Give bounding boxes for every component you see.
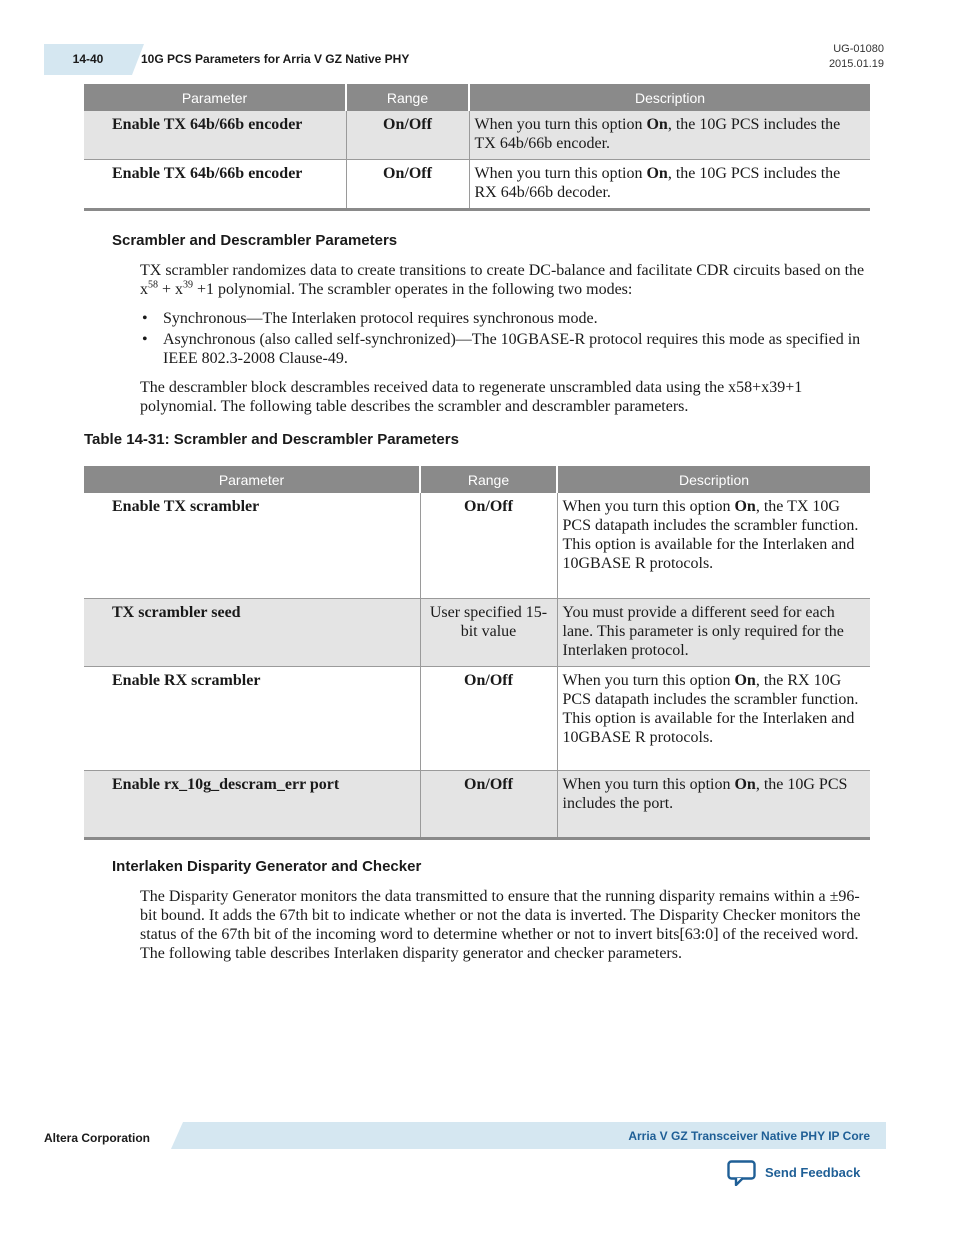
table-row bbox=[84, 493, 870, 598]
parameter-description: When you turn this option On, the 10G PCS includes the port. bbox=[557, 770, 870, 838]
parameter-range: On/Off bbox=[346, 111, 469, 160]
scrambler-modes-list bbox=[140, 309, 872, 370]
section-heading-disparity: Interlaken Disparity Generator and Checker bbox=[112, 858, 422, 875]
table-row bbox=[84, 770, 870, 838]
parameter-range: On/Off bbox=[346, 160, 469, 210]
parameter-name: Enable rx_10g_descram_err port bbox=[84, 770, 420, 838]
parameter-description: When you turn this option On, the 10G PCS includes the RX 64b/66b decoder. bbox=[474, 165, 841, 201]
parameter-description: When you turn this option On, the 10G PCS includes the TX 64b/66b encoder. bbox=[469, 111, 870, 160]
footer-company: Altera Corporation bbox=[44, 1131, 151, 1145]
parameter-description: When you turn this option On, the RX 10G PCS datapath includes the scrambler function. This option is available for the Interlaken and 10GBASE R protocols. bbox=[562, 671, 859, 746]
list-item: • Asynchronous (also called self-synchronized)—The 10GBASE-R protocol requires this mode as specified in IEEE 802.3-2008 Clause-49. bbox=[140, 330, 872, 368]
parameter-name: Enable TX 64b/66b encoder bbox=[84, 111, 346, 160]
parameter-description: You must provide a different seed for each lane. This parameter is only required for the Interlaken protocol. bbox=[557, 598, 870, 666]
parameter-name: Enable RX scrambler bbox=[84, 666, 420, 770]
table-row bbox=[84, 666, 870, 770]
section-heading-scrambler: Scrambler and Descrambler Parameters bbox=[112, 232, 398, 249]
document-date: 2015.01.19 bbox=[828, 58, 884, 70]
speech-bubble-icon bbox=[727, 1160, 757, 1184]
list-item: • Synchronous—The Interlaken protocol requires synchronous mode. bbox=[140, 309, 872, 328]
encoder-parameters-table bbox=[84, 84, 870, 211]
parameter-range: On/Off bbox=[420, 493, 557, 598]
send-feedback-link[interactable] bbox=[727, 1158, 860, 1186]
table-row bbox=[84, 598, 870, 666]
column-header-range: Range bbox=[346, 84, 469, 111]
table-row bbox=[84, 111, 870, 160]
footer-document-title: Arria V GZ Transceiver Native PHY IP Core bbox=[628, 1129, 870, 1143]
parameter-range: On/Off bbox=[420, 770, 557, 838]
footer-bar bbox=[183, 1122, 886, 1149]
disparity-paragraph: The Disparity Generator monitors the data transmitted to ensure that the running disparity remains within a ±96-bit bound. It adds the 67th bit to indicate whether or not the data is inverted. The Disparity Checker monitors the status of the 67th bit of the incoming word to determine whether or not to invert bits[63:0] of the received word. The following table describes Interlaken disparity generator and checker parameters. bbox=[140, 888, 861, 962]
column-header-description: Description bbox=[469, 84, 870, 111]
column-header-range: Range bbox=[420, 466, 557, 493]
parameter-range: On/Off bbox=[420, 666, 557, 770]
table-caption: Table 14-31: Scrambler and Descrambler Parameters bbox=[84, 431, 459, 448]
descrambler-paragraph: The descrambler block descrambles received data to regenerate unscrambled data using the x58+x39+1 polynomial. The following table describes the scrambler and descrambler parameters. bbox=[140, 379, 803, 415]
table-row bbox=[84, 160, 870, 210]
footer-wedge bbox=[171, 1122, 183, 1149]
column-header-parameter: Parameter bbox=[84, 84, 346, 111]
scrambler-intro-paragraph: TX scrambler randomizes data to create transitions to create DC-balance and facilitate CDR circuits based on the $x^{58} + x^{39} +1$ polynomial. The scrambler operates in the following two modes: bbox=[140, 262, 865, 298]
parameter-range: User specified 15-bit value bbox=[420, 598, 557, 666]
table-header-row bbox=[84, 84, 870, 111]
parameter-description: When you turn this option On, the TX 10G PCS datapath includes the scrambler function. This option is available for the Interlaken and 10GBASE R protocols. bbox=[562, 498, 859, 572]
table-header-row bbox=[84, 466, 870, 493]
column-header-description: Description bbox=[557, 466, 870, 493]
parameter-name: Enable TX scrambler bbox=[84, 493, 420, 598]
send-feedback-label[interactable]: Send Feedback bbox=[765, 1164, 861, 1180]
page-number-tab bbox=[44, 44, 132, 75]
document-id: UG-01080 bbox=[833, 43, 884, 55]
running-header-title: 10G PCS Parameters for Arria V GZ Native PHY bbox=[141, 52, 410, 66]
document-id-block bbox=[829, 42, 884, 72]
scrambler-parameters-table bbox=[84, 466, 870, 840]
parameter-name: Enable TX 64b/66b encoder bbox=[84, 160, 346, 210]
page-number: 14-40 bbox=[72, 52, 104, 66]
parameter-name: TX scrambler seed bbox=[84, 598, 420, 666]
column-header-parameter: Parameter bbox=[84, 466, 420, 493]
